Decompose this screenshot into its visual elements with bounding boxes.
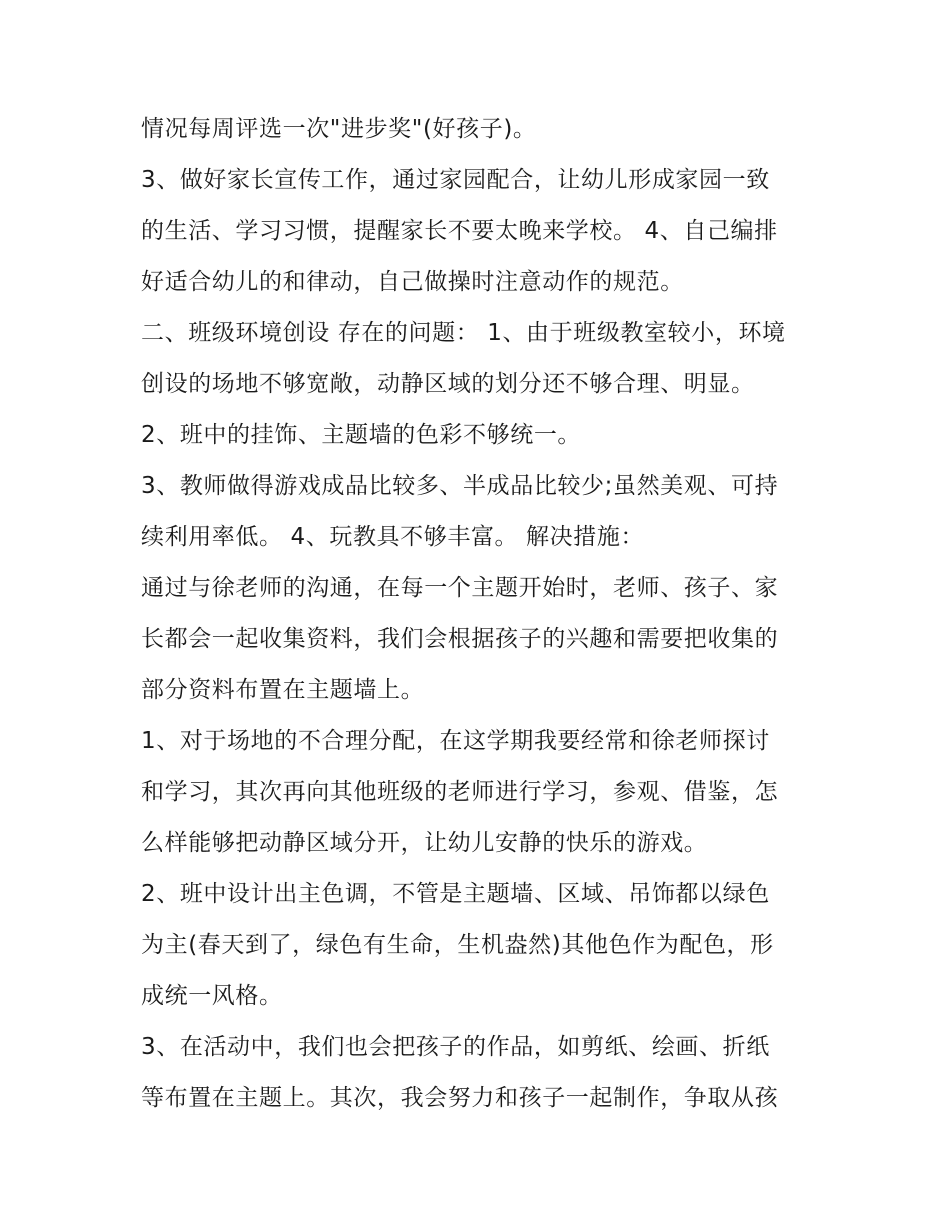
text-line: 2、班中设计出主色调，不管是主题墙、区域、吊饰都以绿色 xyxy=(141,881,770,907)
text-line: 通过与徐老师的沟通，在每一个主题开始时，老师、孩子、家 xyxy=(141,575,779,601)
text-line: 二、班级环境创设 存在的问题： 1、由于班级教室较小，环境 xyxy=(141,320,786,346)
document-body xyxy=(141,111,831,1131)
text-line: 等布置在主题上。其次，我会努力和孩子一起制作，争取从孩 xyxy=(141,1085,779,1111)
text-line: 么样能够把动静区域分开，让幼儿安静的快乐的游戏。 xyxy=(141,830,708,856)
text-line: 长都会一起收集资料，我们会根据孩子的兴趣和需要把收集的 xyxy=(141,626,779,652)
text-line: 1、对于场地的不合理分配，在这学期我要经常和徐老师探讨 xyxy=(141,728,770,754)
text-line: 成统一风格。 xyxy=(141,983,283,1009)
text-line: 部分资料布置在主题墙上。 xyxy=(141,677,425,703)
text-line: 好适合幼儿的和律动，自己做操时注意动作的规范。 xyxy=(141,269,684,295)
text-line: 3、教师做得游戏成品比较多、半成品比较少;虽然美观、可持 xyxy=(141,473,779,499)
text-line: 的生活、学习习惯，提醒家长不要太晚来学校。 4、自己编排 xyxy=(141,218,778,244)
text-line: 为主(春天到了，绿色有生命，生机盎然)其他色作为配色，形 xyxy=(141,932,774,958)
text-line: 创设的场地不够宽敞，动静区域的划分还不够合理、明显。 xyxy=(141,371,755,397)
text-line: 情况每周评选一次"进步奖"(好孩子)。 xyxy=(141,116,537,142)
text-line: 续利用率低。 4、玩教具不够丰富。 解决措施： xyxy=(141,524,645,550)
text-line: 3、在活动中，我们也会把孩子的作品，如剪纸、绘画、折纸 xyxy=(141,1034,770,1060)
text-line: 2、班中的挂饰、主题墙的色彩不够统一。 xyxy=(141,422,582,448)
text-line: 和学习，其次再向其他班级的老师进行学习，参观、借鉴，怎 xyxy=(141,779,779,805)
text-line: 3、做好家长宣传工作，通过家园配合，让幼儿形成家园一致 xyxy=(141,167,770,193)
